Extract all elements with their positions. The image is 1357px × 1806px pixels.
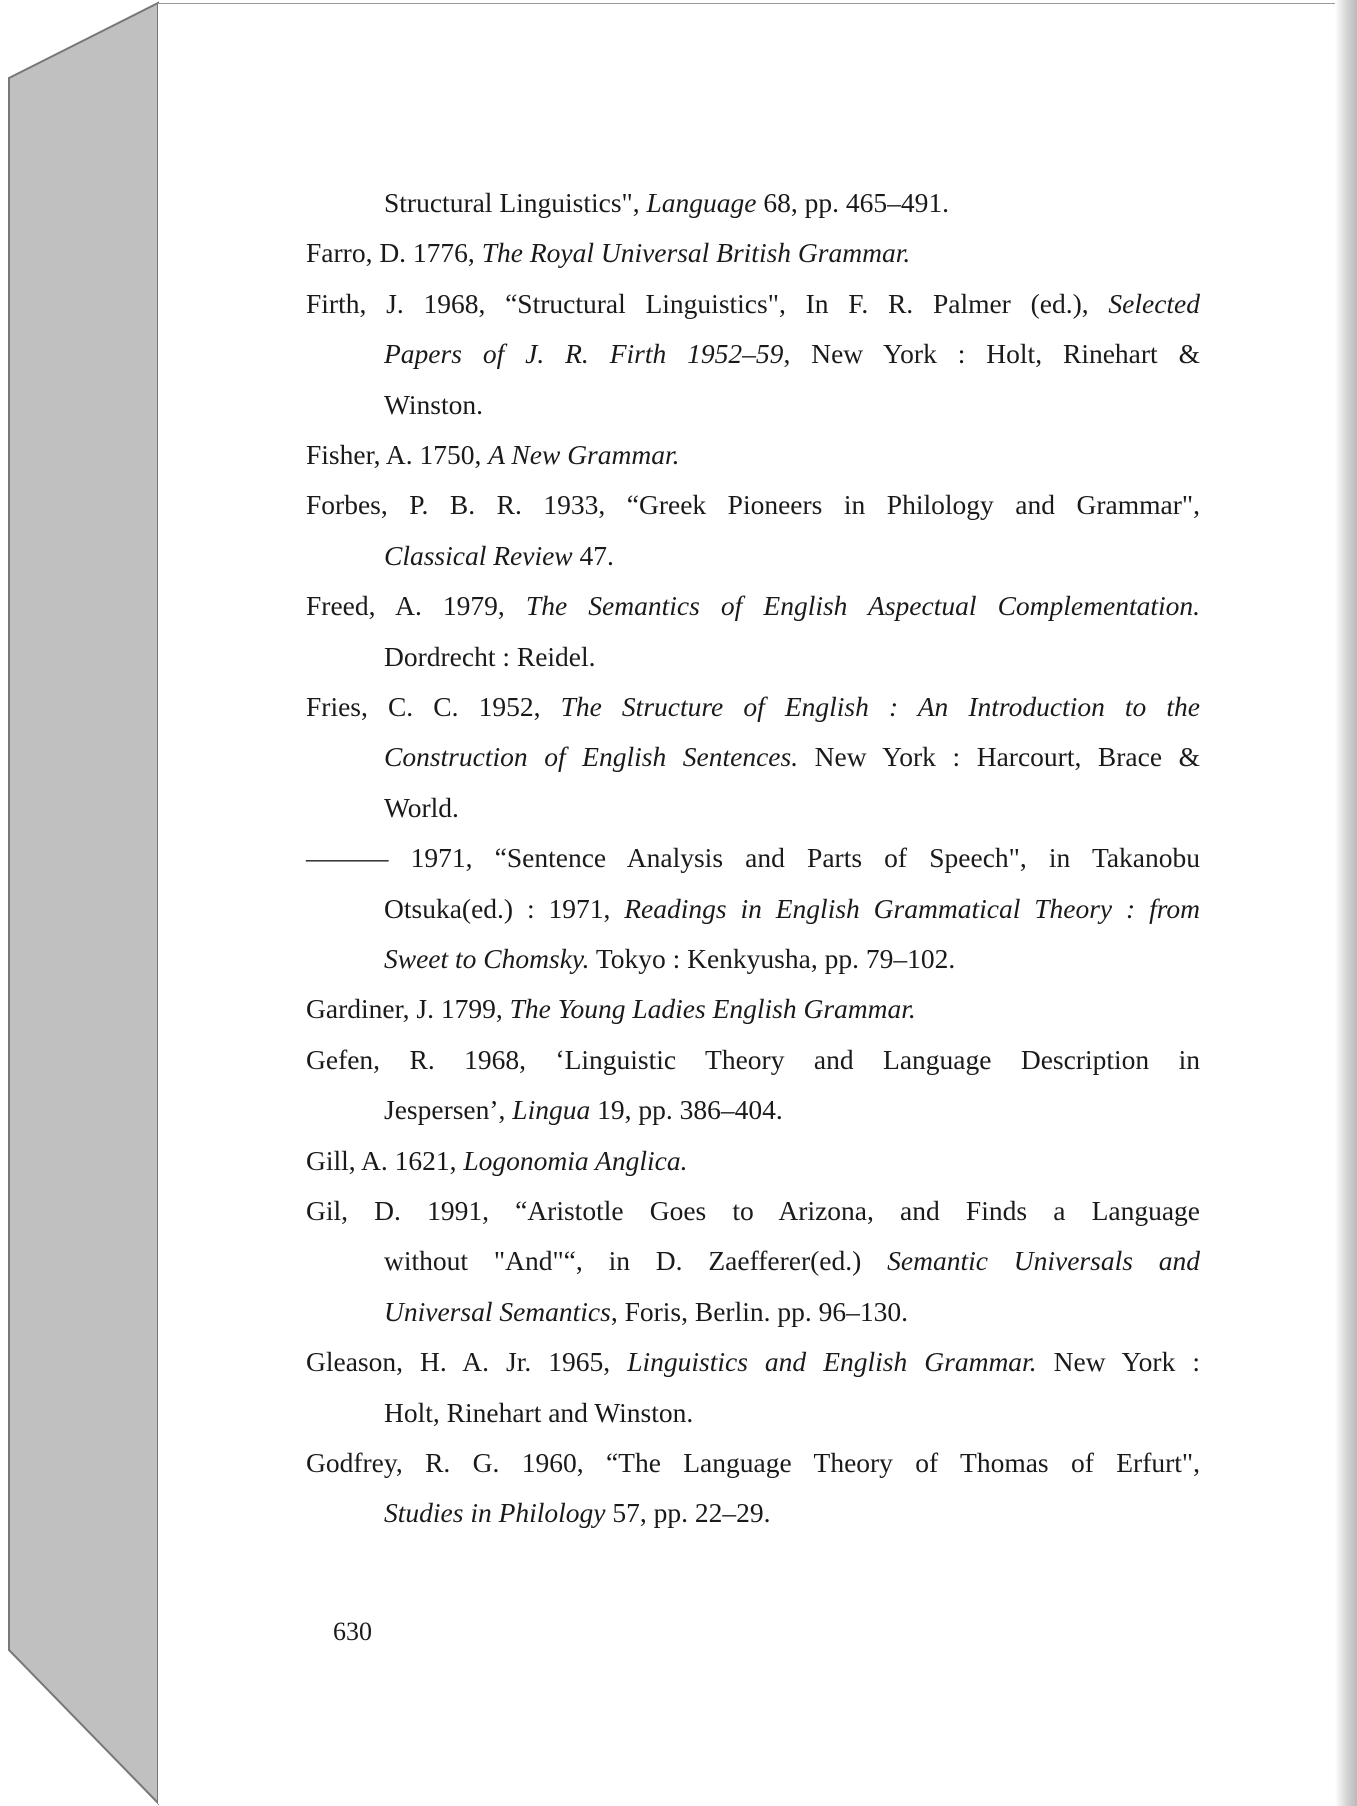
italic-title: Universal Semantics bbox=[384, 1295, 611, 1327]
reference-text: 47. bbox=[572, 539, 614, 571]
italic-title: Semantic Universals and bbox=[887, 1245, 1200, 1277]
reference-continuation-line bbox=[384, 1295, 1200, 1329]
reference-text: Otsuka(ed.) : 1971, bbox=[384, 892, 625, 924]
reference-text: Gil, D. 1991, “Aristotle Goes to Arizona, and Finds a Language bbox=[306, 1195, 1200, 1226]
reference-text: 68, pp. 465–491. bbox=[756, 187, 950, 218]
reference-entry-line bbox=[306, 1446, 1200, 1480]
reference-continuation-line bbox=[384, 388, 1200, 422]
reference-text: Gefen, R. 1968, ‘Linguistic Theory and Language Description in bbox=[306, 1043, 1200, 1075]
reference-text: Godfrey, R. G. 1960, “The Language Theory of Thomas of Erfurt", bbox=[306, 1447, 1200, 1478]
reference-text: Farro, D. 1776, bbox=[306, 237, 482, 269]
reference-text: , New York : Holt, Rinehart & bbox=[783, 338, 1200, 370]
reference-entry-line bbox=[306, 992, 1200, 1026]
reference-continuation-line bbox=[384, 1244, 1200, 1278]
reference-text: Holt, Rinehart and Winston. bbox=[384, 1396, 694, 1428]
reference-text: Dordrecht : Reidel. bbox=[384, 640, 596, 672]
reference-text: Gill, A. 1621, bbox=[306, 1144, 464, 1176]
reference-text: without "And"“, in D. Zaefferer(ed.) bbox=[384, 1245, 888, 1277]
reference-text: Forbes, P. B. R. 1933, “Greek Pioneers in Philology and Grammar", bbox=[306, 489, 1200, 521]
italic-title: Readings in English Grammatical Theory : from bbox=[624, 892, 1201, 924]
italic-title: The Royal Universal British Grammar. bbox=[481, 237, 911, 269]
italic-title: Selected bbox=[1108, 287, 1200, 319]
reference-text: , Foris, Berlin. pp. 96–130. bbox=[610, 1295, 908, 1327]
reference-text: Fisher, A. 1750, bbox=[306, 439, 489, 470]
reference-text: 19, pp. 386–404. bbox=[590, 1094, 783, 1126]
italic-title: A New Grammar. bbox=[488, 439, 680, 470]
reference-continuation-line bbox=[384, 740, 1200, 774]
italic-title: The Structure of English : An Introduction to the bbox=[560, 691, 1200, 722]
italic-title: Language bbox=[646, 187, 757, 218]
reference-entry-line bbox=[306, 1043, 1200, 1077]
italic-title: Sweet to Chomsky. bbox=[384, 943, 590, 974]
reference-text: ——— 1971, “Sentence Analysis and Parts of Speech", in Takanobu bbox=[306, 842, 1200, 874]
reference-entry-line bbox=[306, 1144, 1200, 1178]
reference-entry-line bbox=[306, 287, 1200, 321]
italic-title: Papers of J. R. Firth 1952–59 bbox=[384, 338, 784, 370]
reference-text: Winston. bbox=[384, 388, 483, 420]
reference-continuation-line bbox=[384, 892, 1200, 926]
reference-continuation-line bbox=[384, 1396, 1200, 1430]
page-shadow bbox=[1335, 0, 1357, 1806]
italic-title: Lingua bbox=[512, 1094, 591, 1126]
reference-entry-line bbox=[306, 589, 1200, 623]
italic-title: The Semantics of English Aspectual Complementation. bbox=[525, 590, 1200, 622]
italic-title: Construction of English Sentences. bbox=[384, 741, 799, 773]
reference-continuation-line bbox=[384, 791, 1200, 825]
reference-text: New York : bbox=[1036, 1346, 1200, 1378]
reference-continuation-line bbox=[384, 942, 1200, 976]
reference-entry-line bbox=[306, 236, 1200, 270]
reference-continuation-line bbox=[384, 1093, 1200, 1127]
reference-text: Fries, C. C. 1952, bbox=[306, 691, 561, 722]
reference-text: Freed, A. 1979, bbox=[306, 590, 526, 622]
page-number: 630 bbox=[333, 1617, 372, 1646]
reference-entry-line bbox=[306, 488, 1200, 522]
reference-text: Structural Linguistics", bbox=[384, 187, 647, 218]
reference-text: Gardiner, J. 1799, bbox=[306, 993, 510, 1025]
reference-continuation-line bbox=[384, 186, 1200, 220]
reference-text: Firth, J. 1968, “Structural Linguistics", In F. R. Palmer (ed.), bbox=[306, 287, 1109, 319]
reference-text: Gleason, H. A. Jr. 1965, bbox=[306, 1346, 628, 1378]
italic-title: Classical Review bbox=[384, 539, 573, 571]
reference-entry-line bbox=[306, 438, 1200, 472]
reference-entry-line bbox=[306, 841, 1200, 875]
reference-continuation-line bbox=[384, 337, 1200, 371]
reference-continuation-line bbox=[384, 640, 1200, 674]
reference-entry-line bbox=[306, 1194, 1200, 1228]
reference-text: Jespersen’, bbox=[384, 1094, 513, 1126]
italic-title: Studies in Philology bbox=[384, 1497, 606, 1529]
reference-text: Tokyo : Kenkyusha, pp. 79–102. bbox=[589, 943, 956, 974]
reference-text: New York : Harcourt, Brace & bbox=[798, 741, 1201, 773]
reference-entry-line bbox=[306, 1345, 1200, 1379]
reference-continuation-line bbox=[384, 539, 1200, 573]
italic-title: Linguistics and English Grammar. bbox=[627, 1346, 1037, 1378]
reference-text: World. bbox=[384, 791, 459, 823]
reference-continuation-line bbox=[384, 1496, 1200, 1530]
reference-entry-line bbox=[306, 690, 1200, 724]
reference-text: 57, pp. 22–29. bbox=[605, 1497, 771, 1529]
italic-title: The Young Ladies English Grammar. bbox=[509, 993, 916, 1025]
italic-title: Logonomia Anglica. bbox=[463, 1144, 688, 1176]
book-spine bbox=[0, 0, 160, 1806]
